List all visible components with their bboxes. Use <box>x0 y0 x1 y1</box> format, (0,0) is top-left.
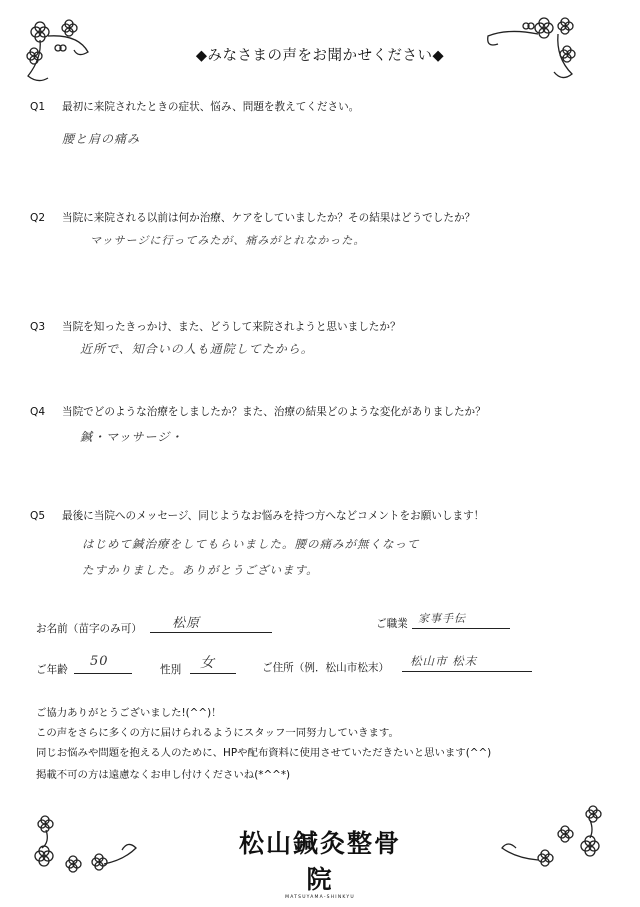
question-number: Q5 <box>30 510 46 522</box>
closing-line-1: ご協力ありがとうございました!(^^)！ <box>36 707 222 719</box>
gender-label: 性別 <box>160 664 182 676</box>
answer-5-line-1: はじめて鍼治療をしてもらいました。腰の痛みが無くなって <box>82 537 420 551</box>
question-4 <box>30 404 486 419</box>
question-text: 最後に当院へのメッセージ、同じようなお悩みを持つ方へなどコメントをお願いします！ <box>62 510 485 522</box>
job-value: 家事手伝 <box>418 612 466 625</box>
question-text: 最初に来院されたときの症状、悩み、問題を教えてください。 <box>62 101 360 113</box>
question-2 <box>30 210 475 225</box>
answer-4: 鍼・マッサージ・ <box>80 430 184 444</box>
question-3 <box>30 319 401 334</box>
age-value: 50 <box>90 654 109 669</box>
question-number: Q2 <box>30 212 46 224</box>
age-label: ご年齢 <box>36 664 68 676</box>
answer-3: 近所で、知合いの人も通院してたから。 <box>80 342 314 356</box>
answer-2: マッサージに行ってみたが、痛みがとれなかった。 <box>90 234 366 247</box>
question-number: Q1 <box>30 101 46 113</box>
name-value: 松原 <box>172 616 201 631</box>
gender-value: 女 <box>200 655 215 671</box>
address-label: ご住所（例．松山市松末） <box>262 662 390 674</box>
clinic-logo-subtitle: MATSUYAMA-SHINKYU <box>285 895 355 900</box>
address-value: 松山市 松末 <box>410 654 478 668</box>
clover-ornament-bottom-right <box>494 800 614 876</box>
answer-1: 腰と肩の痛み <box>62 132 141 146</box>
question-number: Q3 <box>30 321 46 333</box>
closing-line-4: 掲載不可の方は遠慮なくお申し付けくださいね(*^^*) <box>36 769 291 781</box>
job-label: ご職業 <box>376 618 408 630</box>
question-text: 当院に来院される以前は何か治療、ケアをしていましたか？その結果はどうでしたか？ <box>62 212 476 224</box>
question-1 <box>30 99 359 114</box>
closing-line-2: この声をさらに多くの方に届けられるようにスタッフ一同努力していきます。 <box>36 727 399 739</box>
answer-5-line-2: たすかりました。ありがとうございます。 <box>82 563 319 577</box>
clinic-logo-name: 松山鍼灸整骨院 <box>238 829 401 894</box>
name-label: お名前（苗字のみ可） <box>36 623 142 635</box>
closing-line-3: 同じお悩みや問題を抱える人のために、HPや配布資料に使用させていただきたいと思います(^^) <box>36 747 492 759</box>
question-5 <box>30 508 484 523</box>
question-text: 当院でどのような治療をしましたか？また、治療の結果どのような変化がありましたか？ <box>62 406 486 418</box>
name-field[interactable] <box>150 616 272 633</box>
page-title: ◆みなさまの声をお聞かせください◆ <box>195 48 445 64</box>
clover-ornament-bottom-left <box>24 808 144 884</box>
clinic-logo <box>230 824 410 900</box>
question-number: Q4 <box>30 406 46 418</box>
question-text: 当院を知ったきっかけ、また、どうして来院されようと思いましたか？ <box>62 321 401 333</box>
